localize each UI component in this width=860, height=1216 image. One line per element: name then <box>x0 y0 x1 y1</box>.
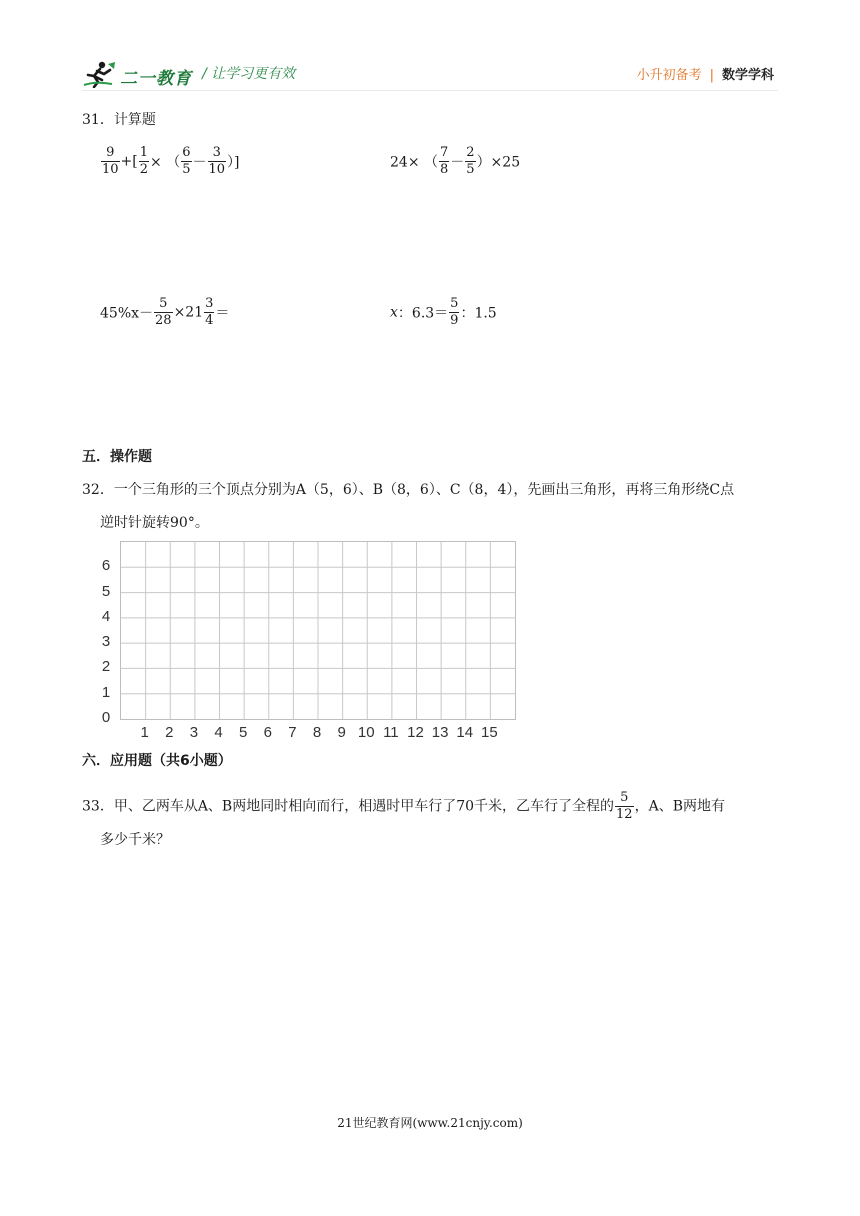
q31-expr-2 <box>390 145 520 178</box>
header-separator: | <box>709 68 714 83</box>
operator: +[ <box>120 153 138 170</box>
fraction <box>154 296 173 329</box>
q33-text-post: ，A、B两地有 <box>634 798 725 815</box>
q33-text-pre: 33．甲、乙两车从A、B两地同时相向而行，相遇时甲车行了70千米，乙车行了全程的 <box>82 798 615 815</box>
numerator: 5 <box>450 296 459 311</box>
y-axis-label: 3 <box>101 633 111 651</box>
y-axis-label: 1 <box>101 683 111 701</box>
y-axis-label: 2 <box>101 658 111 676</box>
operator: ＝ <box>215 305 230 322</box>
grid-lines <box>121 542 515 719</box>
denominator: 5 <box>466 162 475 177</box>
q31-expr-4 <box>390 296 497 329</box>
numerator: 1 <box>139 145 149 160</box>
x-axis-label: 5 <box>238 724 248 741</box>
numerator: 5 <box>154 296 173 313</box>
exam-type-label: 小升初备考 <box>636 68 702 83</box>
denominator: 28 <box>155 313 172 328</box>
y-axis-label: 0 <box>101 709 111 726</box>
x-axis-label: 11 <box>383 724 399 741</box>
fraction <box>465 145 475 178</box>
y-axis-label: 6 <box>101 557 111 575</box>
numerator: 9 <box>101 145 120 162</box>
header-divider <box>82 90 778 91</box>
fraction <box>101 145 120 178</box>
x-axis-label: 9 <box>337 724 346 741</box>
y-axis-label: 5 <box>101 582 111 600</box>
x-axis-label: 7 <box>288 724 297 741</box>
fraction <box>615 790 634 823</box>
denominator: 10 <box>102 162 119 177</box>
x-axis-label: 8 <box>312 724 322 741</box>
x-axis-label: 13 <box>431 724 449 741</box>
header <box>82 58 778 90</box>
fraction <box>181 145 191 178</box>
fraction <box>139 145 149 178</box>
operator: － <box>192 154 207 171</box>
numerator: 3 <box>208 145 227 162</box>
q32-line-2: 逆时针旋转90°。 <box>100 515 209 531</box>
subject-label: 数学学科 <box>721 68 774 83</box>
numerator: 7 <box>440 145 449 160</box>
q32-line-1: 32．一个三角形的三个顶点分别为A（5，6）、B（8，6）、C（8，4），先画出三角形，再将三角形绕C点 <box>82 482 735 498</box>
y-axis-label: 4 <box>101 607 111 625</box>
operator: － <box>450 154 465 171</box>
operator: ：1.5 <box>460 305 497 322</box>
x-axis-label: 15 <box>481 724 498 741</box>
numerator: 6 <box>182 145 191 160</box>
fraction <box>449 296 459 329</box>
numerator: 5 <box>615 790 634 807</box>
x-axis-label: 14 <box>456 724 474 741</box>
slogan: / 让学习更有效 <box>202 66 296 82</box>
x-axis-label: 10 <box>357 724 375 741</box>
denominator: 9 <box>450 313 459 328</box>
x-axis-label: 2 <box>165 724 174 741</box>
denominator: 8 <box>440 162 449 177</box>
denominator: 12 <box>616 807 633 822</box>
q31-title: 31．计算题 <box>82 112 156 128</box>
section-6-title: 六．应用题（共6小题） <box>82 753 232 769</box>
fraction <box>208 145 227 178</box>
operator: ×21 <box>173 304 204 321</box>
header-right <box>637 64 774 83</box>
q31-expr-3 <box>100 296 229 329</box>
operator: 24× （ <box>390 154 438 171</box>
section-5-title: 五．操作题 <box>82 449 152 465</box>
q33-line-1 <box>82 790 725 823</box>
operator: 45%x－ <box>100 305 154 322</box>
denominator: 10 <box>208 162 226 177</box>
logo-text: 二一教育 <box>120 69 192 89</box>
operator: × （ <box>150 154 181 171</box>
numerator: 2 <box>466 145 475 160</box>
x-axis-label: 3 <box>189 724 199 741</box>
fraction <box>204 296 214 329</box>
fraction <box>439 145 449 178</box>
numerator: 3 <box>205 296 214 311</box>
operator: ）] <box>227 154 240 171</box>
x-axis-label: 12 <box>407 724 424 741</box>
q33-line-2: 多少千米？ <box>100 832 170 848</box>
runner-logo-icon <box>82 60 116 88</box>
operator: ）×25 <box>476 154 521 171</box>
q31-expr-1 <box>100 145 240 178</box>
denominator: 5 <box>182 162 191 177</box>
x-axis-label: 4 <box>214 724 223 741</box>
x-axis-label: 1 <box>140 724 149 741</box>
denominator: 4 <box>205 313 214 328</box>
operator: ：6.3＝ <box>397 305 449 322</box>
coordinate-grid[interactable] <box>120 541 516 720</box>
variable: x <box>390 304 398 321</box>
x-axis-label: 6 <box>263 724 272 741</box>
denominator: 2 <box>139 162 149 177</box>
footer: 21世纪教育网(www.21cnjy.com) <box>337 1116 523 1130</box>
